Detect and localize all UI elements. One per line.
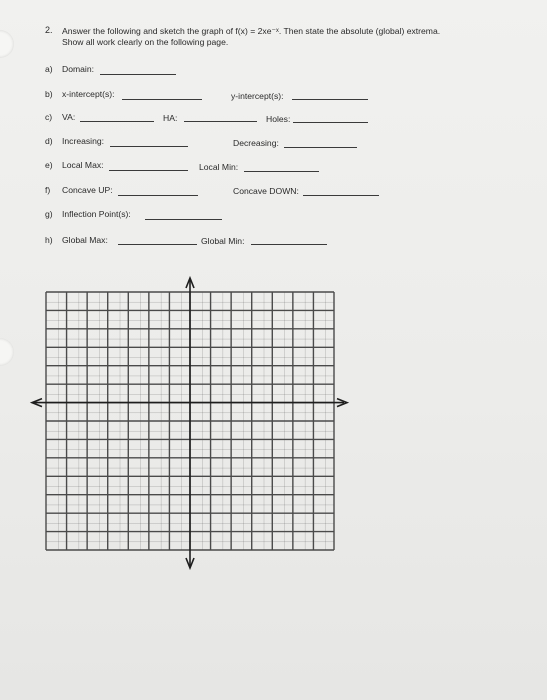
item-e-letter: e): [45, 160, 53, 170]
item-h-letter: h): [45, 235, 53, 245]
domain-label: Domain:: [62, 64, 94, 74]
item-g-letter: g): [45, 209, 53, 219]
item-c-letter: c): [45, 112, 53, 122]
local-min-label: Local Min:: [199, 162, 239, 172]
question-text-line-1: Answer the following and sketch the graph of f(x) = 2xe⁻ˣ. Then state the absolute (global) extrema.: [62, 26, 441, 36]
y-intercept-label: y-intercept(s):: [231, 91, 284, 101]
global-max-label: Global Max:: [62, 235, 108, 245]
va-label: VA:: [62, 112, 76, 122]
concave-down-label: Concave DOWN:: [233, 186, 299, 196]
item-f-letter: f): [45, 185, 51, 195]
global-min-label: Global Min:: [201, 236, 245, 246]
item-d-letter: d): [45, 136, 53, 146]
inflection-label: Inflection Point(s):: [62, 209, 131, 219]
item-b-letter: b): [45, 89, 53, 99]
ha-label: HA:: [163, 113, 178, 123]
holes-label: Holes:: [266, 114, 291, 124]
concave-up-label: Concave UP:: [62, 185, 113, 195]
question-text-line-2: Show all work clearly on the following page.: [62, 37, 229, 47]
decreasing-label: Decreasing:: [233, 138, 279, 148]
increasing-label: Increasing:: [62, 136, 105, 146]
question-number: 2.: [45, 25, 53, 35]
item-a-letter: a): [45, 64, 53, 74]
axes: [32, 278, 347, 568]
local-max-label: Local Max:: [62, 160, 104, 170]
x-intercept-label: x-intercept(s):: [62, 89, 115, 99]
